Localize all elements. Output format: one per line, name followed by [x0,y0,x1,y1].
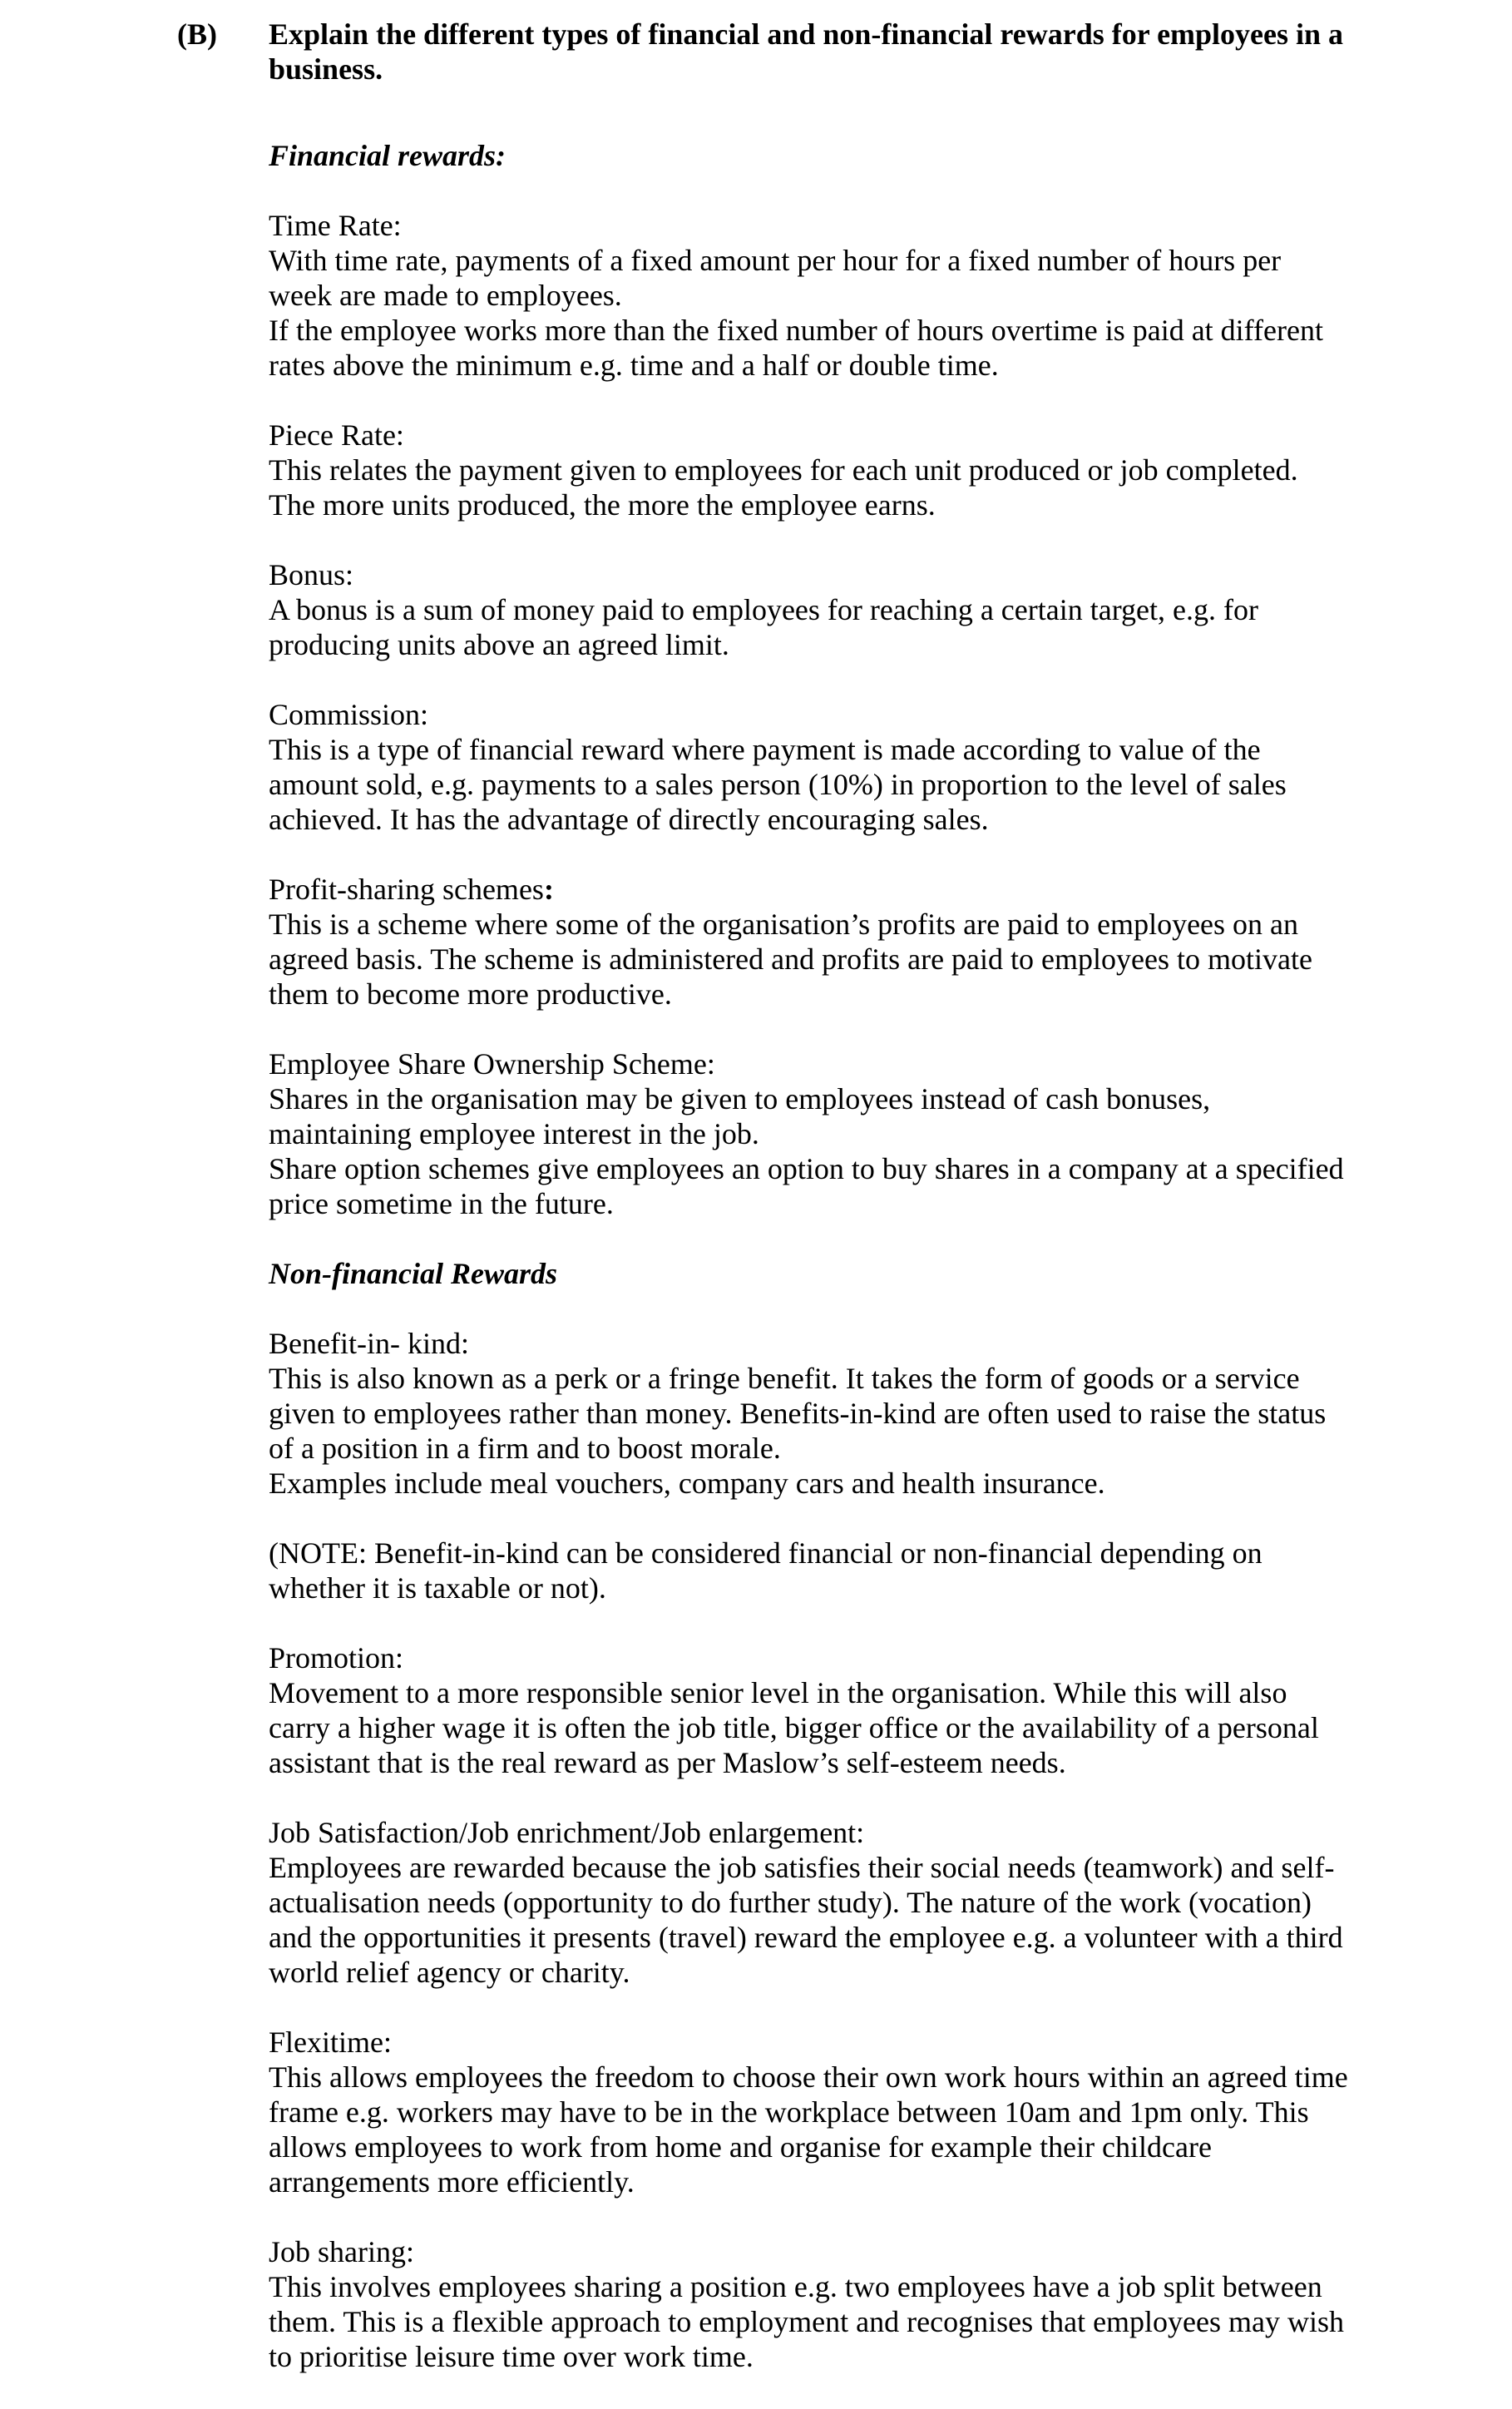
item-employee-share-ownership [269,1046,1350,1221]
item-text: Shares in the organisation may be given to employees instead of cash bonuses, maintaining employee interest in the job. Share option schemes give employees an option to buy shares in a company at a specified price sometime in the future. [269,1082,1344,1220]
item-text: This is a type of financial reward where payment is made according to value of the amount sold, e.g. payments to a sales person (10%) in proportion to the level of sales achieved. It has the advantage of directly encouraging sales. [269,733,1287,836]
item-text: This is also known as a perk or a fringe benefit. It takes the form of goods or a service given to employees rather than money. Benefits-in-kind are often used to raise the status of a position in a firm and to boost morale. Examples include meal vouchers, company cars and health insurance. [269,1362,1327,1500]
item-title: Promotion: [269,1641,404,1674]
item-job-sharing [269,2234,1350,2374]
item-text: A bonus is a sum of money paid to employees for reaching a certain target, e.g. for producing units above an agreed limit. [269,593,1258,661]
item-text: Employees are rewarded because the job satisfies their social needs (teamwork) and self- actualisation needs (opportunity to do further study). The nature of the work (vocation) and the opportunities it presents (travel) reward the employee e.g. a volunteer with a third world relief agency or charity. [269,1851,1343,1989]
item-job-satisfaction [269,1815,1350,1990]
item-title: Flexitime: [269,2026,392,2059]
item-title: Job sharing: [269,2235,414,2268]
financial-rewards-heading: Financial rewards: [269,139,506,172]
question-label: (B) [177,17,217,51]
item-promotion [269,1640,1350,1780]
item-title: Time Rate: [269,209,402,242]
item-time-rate [269,208,1350,383]
item-note [269,1536,1350,1605]
item-title: Commission: [269,698,429,731]
item-title: Bonus: [269,558,354,591]
non-financial-rewards-heading: Non-financial Rewards [269,1257,558,1290]
item-commission [269,697,1350,837]
item-text: Movement to a more responsible senior level in the organisation. While this will also carry a higher wage it is often the job title, bigger office or the availability of a personal assistant that is the real reward as per Maslow’s self-esteem needs. [269,1676,1319,1779]
item-flexitime [269,2025,1350,2199]
item-bonus [269,557,1350,662]
item-text: This allows employees the freedom to choose their own work hours within an agreed time frame e.g. workers may have to be in the workplace between 10am and 1pm only. This allows employees to work from home and organise for example their childcare arrangements more efficiently. [269,2060,1348,2199]
item-text: This is a scheme where some of the organisation’s profits are paid to employees on an agreed basis. The scheme is administered and profits are paid to employees to motivate them to become more productive. [269,908,1312,1011]
item-title: Piece Rate: [269,418,404,452]
item-text: This relates the payment given to employees for each unit produced or job completed. The more units produced, the more the employee earns. [269,453,1298,522]
item-title: Job Satisfaction/Job enrichment/Job enlargement: [269,1816,865,1849]
item-benefit-in-kind [269,1326,1350,1501]
item-title [269,872,1350,907]
answer-content [269,138,1350,2409]
item-title-text: Profit-sharing schemes [269,873,544,906]
item-title: Benefit-in- kind: [269,1327,469,1360]
item-piece-rate [269,418,1350,522]
item-title-colon: : [543,873,554,906]
question-text: Explain the different types of financial and non-financial rewards for employees in a business. [269,17,1344,86]
item-text: With time rate, payments of a fixed amount per hour for a fixed number of hours per week are made to employees. If the employee works more than the fixed number of hours overtime is paid at different rates above the minimum e.g. time and a half or double time. [269,244,1323,382]
item-title: Employee Share Ownership Scheme: [269,1047,715,1081]
note-text: (NOTE: Benefit-in-kind can be considered financial or non-financial depending on whether it is taxable or not). [269,1536,1262,1605]
item-text: This involves employees sharing a position e.g. two employees have a job split between them. This is a flexible approach to employment and recognises that employees may wish to prioritise leisure time over work time. [269,2270,1345,2373]
item-profit-sharing [269,872,1350,1012]
